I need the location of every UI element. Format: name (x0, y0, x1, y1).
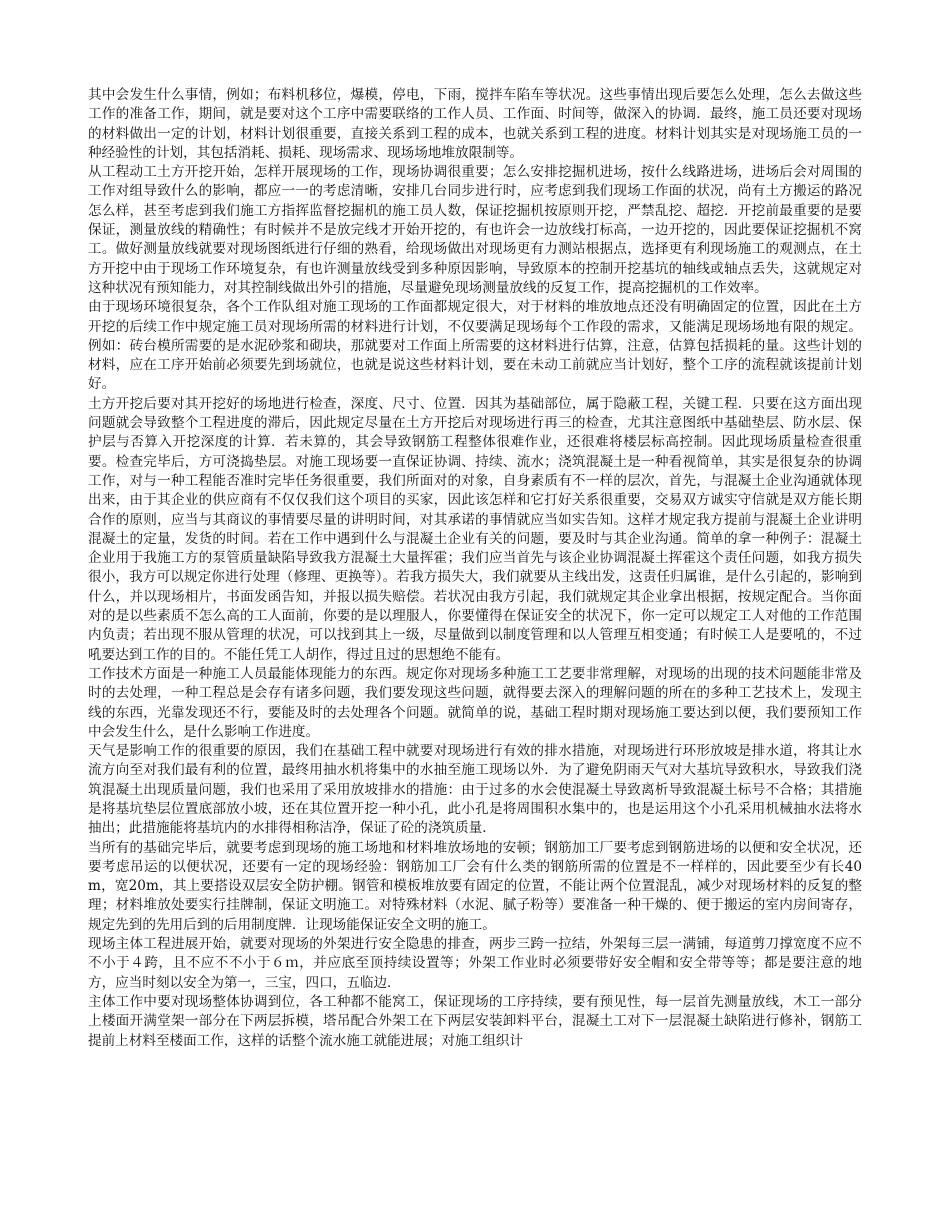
paragraph-3: 由于现场环境很复杂，各个工作队组对施工现场的工作面都规定很大，对于材料的堆放地点还没有明确固定的位置，因此在土方开挖的后续工作中规定施工员对现场所需的材料进行计划，不仅要满足现场每个工作段的需求，又能满足现场场地有限的规定。例如：砖台模所需要的是水泥砂浆和砌块，那就要对工作面上所需要的这材料进行估算，注意，估算包括损耗的量。这些计划的材料，应在工序开始前必须要先到场就位，也就是说这些材料计划，要在未动工前就应当计划好，整个工序的流程就该提前计划好。 (88, 299, 862, 393)
paragraph-5: 工作技术方面是一种施工人员最能体现能力的东西。规定你对现场多种施工工艺要非常理解，对现场的出现的技术问题能非常及时的去处理，一种工程总是会存有诸多问题，我们要发现这些问题，就得要去深入的理解问题的所在的多种工艺技术上，发现主线的东西，光靠发现还不行，要能及时的去处理各个问题。就简单的说，基础工程时期对现场施工要达到以便，我们要预知工作中会发生什么，是什么影响工作进度。 (88, 665, 862, 740)
paragraph-4: 土方开挖后要对其开挖好的场地进行检查，深度、尺寸、位置．因其为基础部位，属于隐蔽工程，关键工程．只要在这方面出现问题就会导致整个工程进度的滞后，因此规定尽量在土方开挖后对现场进行再三的检查，尤其注意图纸中基础垫层、防水层、保护层与否算入开挖深度的计算．若未算的，其会导致钢筋工程整体很难作业，还很难将楼层标高控制。因此现场质量检查很重要。检查完毕后，方可浇捣垫层。对施工现场要一直保证协调、持续、流水；浇筑混凝土是一种看视简单，其实是很复杂的协调工作，对与一种工程能否准时完毕任务很重要，我们所面对的对象，自身素质有不一样的层次，首先，与混凝土企业沟通就体现出来，由于其企业的供应商有不仅仅我们这个项目的买家，因此该怎样和它打好关系很重要，交易双方诚实守信就是双方能长期合作的原则，应当与其商议的事情要尽量的讲明时间，对其承诺的事情就应当如实告知。这样才规定我方提前与混凝土企业讲明混凝土的定量，发货的时间。若在工作中遇到什么与混凝土企业有关的问题，要及时与其企业沟通。简单的拿一种例子：混凝土企业用于我施工方的泵管质量缺陷导致我方混凝土大量挥霍；我们应当首先与该企业协调混凝土挥霍这个责任问题，如我方损失很小，我方可以规定你进行处理（修理、更换等）。若我方损失大，我们就要从主线出发，这责任归属谁，是什么引起的，影响到什么，并以现场相片，书面发函告知，并报以损失赔偿。若状况由我方引起，我们就规定其企业拿出根据，按规定配合。当你面对的是以些素质不怎么高的工人面前，你要的是以理服人，你要懂得在保证安全的状况下，你一定可以规定工人对他的工作范围内负责；若出现不服从管理的状况，可以找到其上一级，尽量做到以制度管理和以人管理互相变通；有时候工人是要吼的，不过吼要达到工作的目的。不能任凭工人胡作，得过且过的思想绝不能有。 (88, 395, 862, 663)
paragraph-9: 主体工作中要对现场整体协调到位，各工种都不能窝工，保证现场的工序持续，要有预见性，每一层首先测量放线，木工一部分上楼面开满堂架一部分在下两层拆模，塔吊配合外架工在下两层安装卸料平台，混凝土工对下一层混凝土缺陷进行修补，钢筋工提前上材料至楼面工作，这样的话整个流水施工就能进展；对施工组织计 (88, 993, 862, 1049)
paragraph-7: 当所有的基础完毕后，就要考虑到现场的施工场地和材料堆放场地的安顿；钢筋加工厂要考虑到钢筋进场的以便和安全状况，还要考虑吊运的以便状况，还要有一定的现场经验：钢筋加工厂会有什么类的钢筋所需的位置是不一样样的，因此要至少有长40m，宽20m，其上要搭设双层安全防护棚。钢管和模板堆放要有固定的位置，不能让两个位置混乱，减少对现场材料的反复的整理；材料堆放处要实行挂牌制，保证文明施工。对特殊材料（水泥、腻子粉等）要准备一种干燥的、便于搬运的室内房间寄存，规定先到的先用后到的后用制度牌．让现场能保证安全文明的施工。 (88, 839, 862, 933)
paragraph-8: 现场主体工程进展开始，就要对现场的外架进行安全隐患的排查，两步三跨一拉结，外架每三层一满铺，每道剪刀撑宽度不应不不小于４跨，且不应不不小于６ｍ，并应底至顶持续设置等；外架工作业时必须要带好安全帽和安全带等等；都是要注意的地方，应当时刻以安全为第一，三宝，四口，五临边． (88, 936, 862, 991)
paragraph-6: 天气是影响工作的很重要的原因，我们在基础工程中就要对现场进行有效的排水措施，对现场进行环形放坡是排水道，将其让水流方向至对我们最有利的位置，最终用抽水机将集中的水抽至施工现场以外．为了避免阴雨天气对大基坑导致积水，导致我们浇筑混凝土出现质量问题，我们也采用了采用放坡排水的措施：由于过多的水会使混凝土导致离析导致混凝土标号不合格；其措施是将基坑垫层位置底部放小坡，还在其位置开挖一种小孔，此小孔是将周围积水集中的，也是运用这个小孔采用机械抽水法将水抽出；此措施能将基坑内的水排得相称洁净，保证了砼的浇筑质量． (88, 743, 862, 837)
paragraph-1: 其中会发生什么事情，例如；布料机移位，爆模，停电，下雨，搅拌车陷车等状况。这些事情出现后要怎么处理，怎么去做这些工作的准备工作，期间，就是要对这个工序中需要联络的工作人员、工作面、时间等，做深入的协调．最终，施工员还要对现场的材料做出一定的计划，材料计划很重要，直接关系到工程的成本，也就关系到工程的进度。材料计划其实是对现场施工员的一种经验性的计划，其包括消耗、损耗、现场需求、现场场地堆放限制等。 (88, 87, 862, 161)
paragraph-2: 从工程动工土方开挖开始，怎样开展现场的工作，现场协调很重要；怎么安排挖掘机进场，按什么线路进场，进场后会对周围的工作对组导致什么的影响，都应一一的考虑清晰，安排几台同步进行时，应考虑到我们现场工作面的状况，尚有土方搬运的路况怎么样，甚至考虑到我们施工方指挥监督挖掘机的施工员人数，保证挖掘机按原则开挖，严禁乱挖、超挖．开挖前最重要的是要保证，测量放线的精确性；有时候并不是放完线才开始开挖的，有也许会一边放线打标高，一边开挖的，因此要保证挖掘机不窝工。做好测量放线就要对现场图纸进行仔细的熟看，给现场做出对现场更有力测站根据点，选择更有利现场施工的观测点，在土方开挖中由于现场工作环境复杂，有也许测量放线受到多种原因影响，导致原本的控制开挖基坑的轴线或轴点丢失，这就规定对这种状况有预知能力，对其控制线做出外引的措施，尽量避免现场测量放线的反复工作，提高挖掘机的工作效率。 (88, 164, 862, 296)
